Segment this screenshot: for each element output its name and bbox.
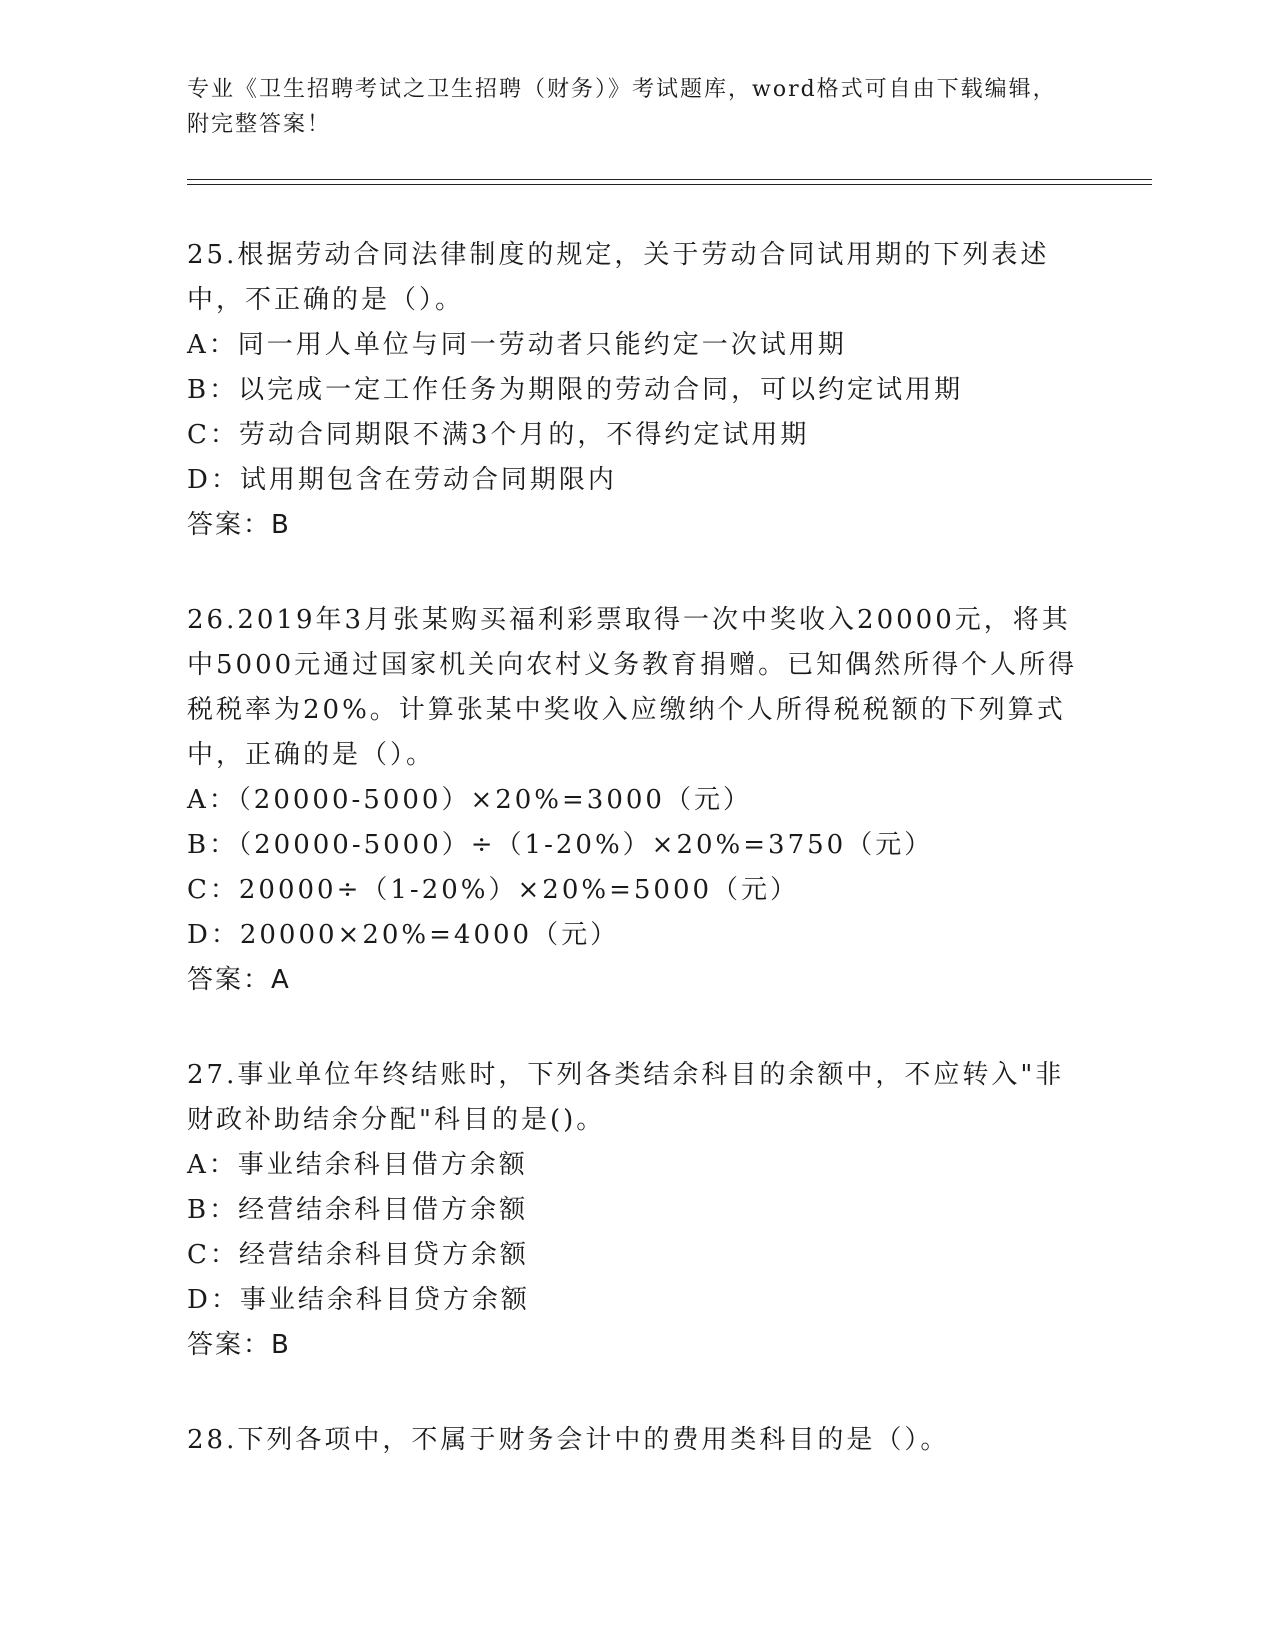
option-a: A：（20000-5000）×20%=3000（元） xyxy=(187,785,752,815)
option-c: C：经营结余科目贷方余额 xyxy=(187,1240,529,1270)
question-25 xyxy=(187,233,1087,548)
option-d: D：试用期包含在劳动合同期限内 xyxy=(187,465,617,495)
question-26 xyxy=(187,598,1087,1003)
question-stem: 25.根据劳动合同法律制度的规定，关于劳动合同试用期的下列表述中，不正确的是（）。 xyxy=(187,240,1050,315)
question-stem: 26.2019年3月张某购买福利彩票取得一次中奖收入20000元，将其中5000元通过国家机关向农村义务教育捐赠。已知偶然所得个人所得税税率为20%。计算张某中奖收入应缴纳个人所得税税额的下列算式中，正确的是（）。 xyxy=(187,605,1078,770)
answer-line: 答案：A xyxy=(187,965,291,995)
question-stem: 27.事业单位年终结账时，下列各类结余科目的余额中，不应转入"非财政补助结余分配"科目的是()。 xyxy=(187,1060,1065,1135)
option-a: A：同一用人单位与同一劳动者只能约定一次试用期 xyxy=(187,330,847,360)
option-c: C：劳动合同期限不满3个月的，不得约定试用期 xyxy=(187,420,810,450)
question-27 xyxy=(187,1053,1087,1368)
option-d: D：事业结余科目贷方余额 xyxy=(187,1285,530,1315)
option-d: D：20000×20%=4000（元） xyxy=(187,920,620,950)
option-b: B：以完成一定工作任务为期限的劳动合同，可以约定试用期 xyxy=(187,375,964,405)
question-stem: 28.下列各项中，不属于财务会计中的费用类科目的是（）。 xyxy=(187,1425,950,1455)
answer-line: 答案：B xyxy=(187,1330,291,1360)
option-c: C：20000÷（1-20%）×20%=5000（元） xyxy=(187,875,800,905)
question-28 xyxy=(187,1418,1087,1463)
option-b: B：（20000-5000）÷（1-20%）×20%=3750（元） xyxy=(187,830,934,860)
option-a: A：事业结余科目借方余额 xyxy=(187,1150,528,1180)
header-divider-bottom xyxy=(187,184,1152,185)
document-header: 专业《卫生招聘考试之卫生招聘（财务）》考试题库，word格式可自由下载编辑，附完整答案！ xyxy=(187,77,1057,137)
answer-line: 答案：B xyxy=(187,510,291,540)
option-b: B：经营结余科目借方余额 xyxy=(187,1195,529,1225)
header-divider-top xyxy=(187,179,1152,180)
